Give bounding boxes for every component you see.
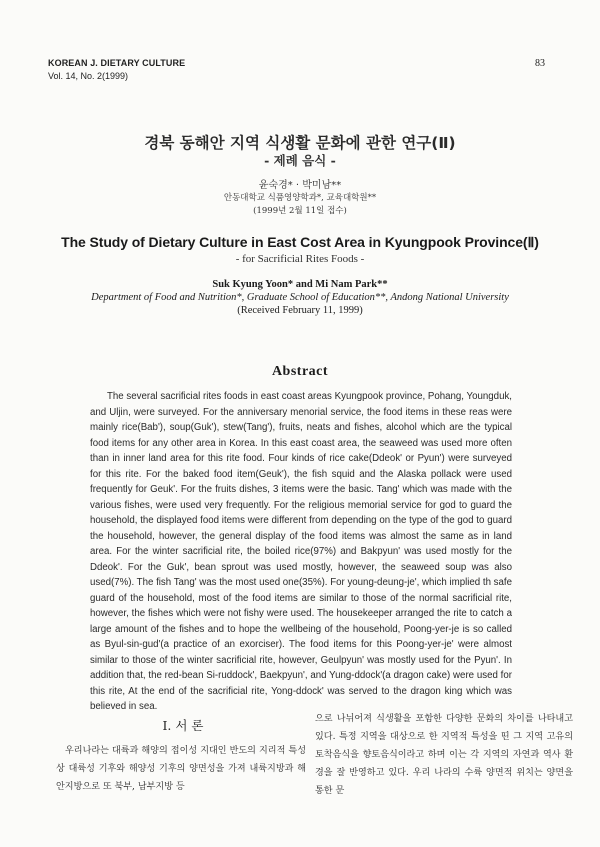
page-number: 83 [535,58,545,69]
introduction-heading: Ⅰ. 서 론 [162,718,204,733]
english-authors: Suk Kyung Yoon* and Mi Nam Park** [212,279,388,290]
journal-volume: Vol. 14, No. 2(1999) [48,71,129,81]
english-title: The Study of Dietary Culture in East Cost Area in Kyungpook Province(Ⅱ) [61,234,539,250]
english-subtitle: - for Sacrificial Rites Foods - [235,253,365,265]
korean-received-date: (1999년 2월 11일 접수) [253,206,347,216]
journal-header [48,57,185,83]
introduction-right-column: 으로 나뉘어져 식생활을 포함한 다양한 문화의 차이를 나타내고 있다. 특정 지역을 대상으로 한 지역적 특성을 띤 그 지역 고유의 토착음식을 향토음식이라고 하며 이는 각 지역의 자연과 역사 환경을 잘 반영하고 있다. 우리 나라의 수륙 양면적 위치는 양면을 통한 문 [315,714,573,796]
english-department: Department of Food and Nutrition*, Graduate School of Education**, Andong National University [91,292,509,303]
korean-authors: 윤숙경* · 박미남** [258,180,342,191]
korean-affiliation: 안동대학교 식품영양학과*, 교육대학원** [223,193,377,203]
abstract-heading: Abstract [271,364,329,379]
journal-name: KOREAN J. DIETARY CULTURE [48,58,186,68]
korean-title: 경북 동해안 지역 식생활 문화에 관한 연구(Ⅱ) [144,134,456,152]
abstract-body: The several sacrificial rites foods in east coast areas Kyungpook province, Pohang, Youngduk, and Uljin, were surveyed. For the anniversary menorial service, the food items in these reas were mainly rice(Bab'), soup(Guk'), stew(Tang'), fruits, neats and fishes, alcohol which are the typical food items for any other area in Korea. In this east coast area, the seaweed was used more often than in inner land area for this rite food. Four kinds of rice cake(Ddeok' or Pyun') were surveyed for this rite. For the baked food item(Geuk'), the fish squid and the Alaska pollack were used frequently for Geuk'. For the fruits dishes, 3 items were the basic. Tang' which was made with the various fishes, were used very frequently. For the religious memorial service for god to guard the household, the displayed food items were different from depending on the type of the god to guard the household, however, the general display of the food items was almost the same as in land area. For the winter sacrificial rite, the boiled rice(97%) and Bakpyun' was used mostly for the Ddeok'. For the Guk', bean sprout was used mostly, however, the seaweed soup was also used(7%). The fish Tang' was the most used one(35%). For young-deung-je', which implied th safe guard of the household, most of the food items are similar to those of the normal sacrificial rite, however, the fishes which were not fishy were used. The housekeeper arranged the rite to catch a large amount of the fishes and to hope the wellbeing of the household, Poong-yer-je is so called as Byul-sin-gud'(a practice of an exorciser). The food items for this Poong-yer-je' were almost similar to those of the winter sacrificial rite, however, Geulpyun' was mostly used for the Pyun'. In addition that, the red-bean Si-ruddock', Baekpyun', and Yung-ddock'(a dragon cake) were used for this rite, At the end of the sacrificial rite, Yong-ddock' was served to the dragon king which was believed in sea. [90,391,512,712]
english-received-date: (Received February 11, 1999) [237,305,363,316]
introduction-left-column: 우리나라는 대륙과 해양의 접이성 지대인 반도의 지리적 특성상 대륙성 기후와 해양성 기후의 양면성을 가져 내륙지방과 해안지방으로 또 북부, 남부지방 등 [56,746,306,792]
korean-subtitle: - 제례 음식 - [264,153,336,168]
